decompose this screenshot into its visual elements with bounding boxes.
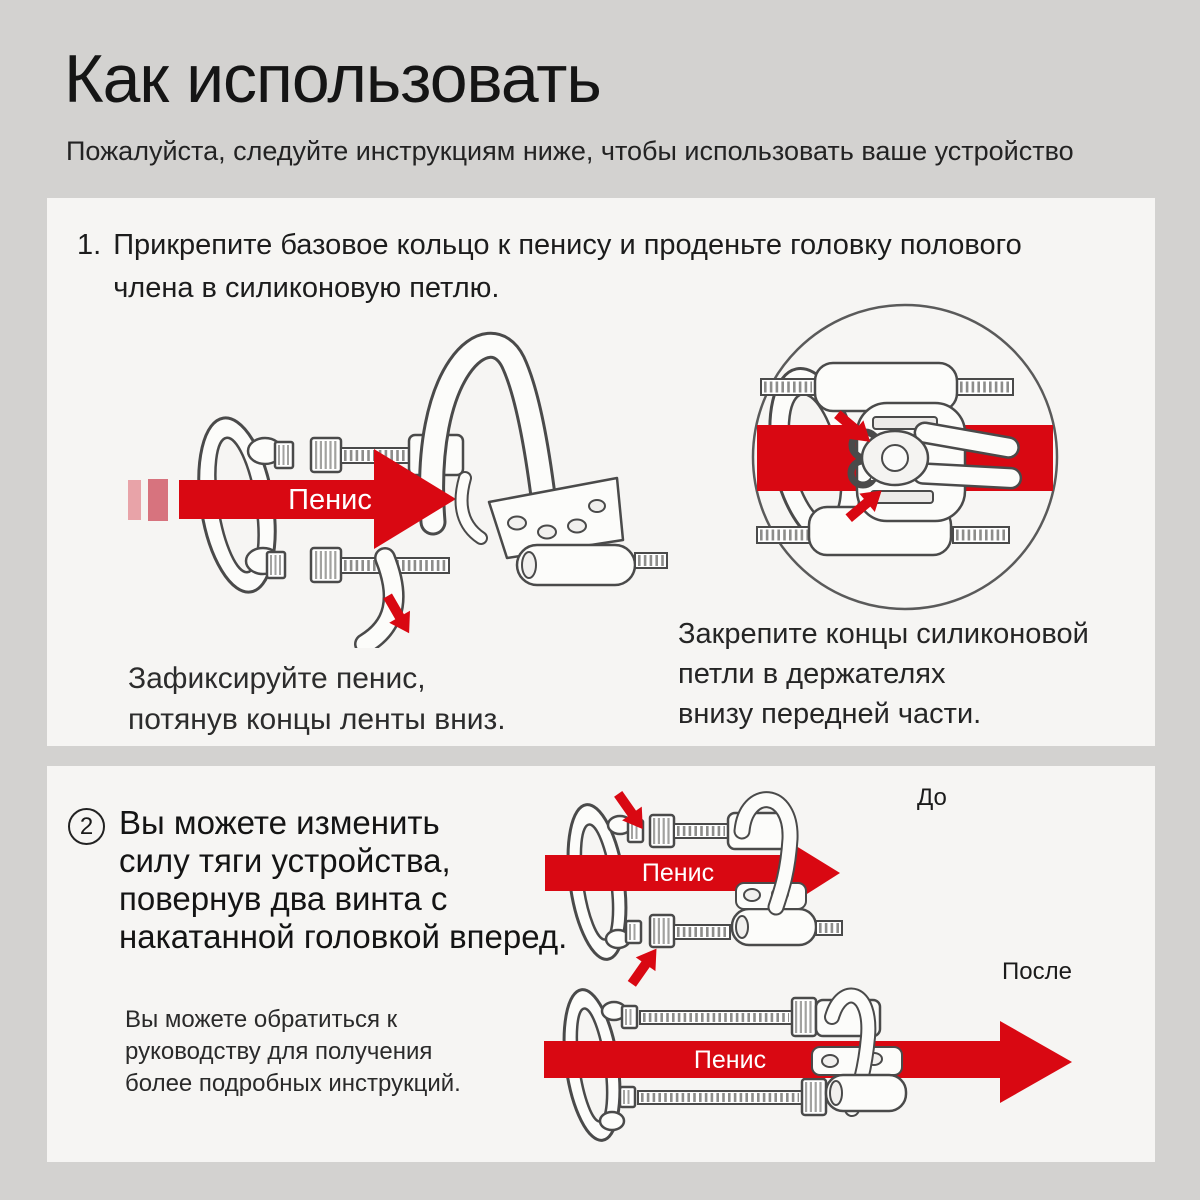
diagram-device-side-view bbox=[115, 308, 675, 648]
penis-arrow-label: Пенис bbox=[288, 484, 372, 516]
device-front-illustration bbox=[745, 295, 1065, 625]
caption-line: петли в держателях bbox=[678, 658, 946, 690]
step2-panel bbox=[47, 766, 1155, 1162]
step2-note bbox=[125, 1004, 461, 1100]
caption-line: внизу передней части. bbox=[678, 698, 982, 730]
instruction-line: силу тяги устройства, bbox=[119, 842, 451, 879]
page-title: Как использовать bbox=[64, 41, 601, 117]
loop-end-hook bbox=[462, 478, 481, 538]
device-side-illustration bbox=[115, 308, 675, 648]
instruction-line: Вы можете изменить bbox=[119, 804, 440, 841]
bottom-threaded-rod bbox=[267, 548, 449, 582]
page-subtitle: Пожалуйста, следуйте инструкциям ниже, чтобы использовать ваше устройство bbox=[66, 136, 1074, 166]
step2-instruction bbox=[68, 804, 567, 956]
diagram-device-front-view bbox=[745, 295, 1065, 625]
note-line: Вы можете обратиться к bbox=[125, 1006, 398, 1033]
instruction-line: накатанной головкой вперед. bbox=[119, 918, 568, 955]
bottom-roller bbox=[732, 909, 842, 945]
instruction-line: повернув два винта с bbox=[119, 880, 448, 917]
before-label: До bbox=[917, 784, 947, 811]
step1-right-caption bbox=[678, 614, 1089, 734]
bottom-roller bbox=[517, 545, 667, 585]
step2-number-badge: 2 bbox=[68, 808, 105, 845]
penis-arrow-label: Пенис bbox=[693, 1046, 767, 1074]
bottom-threaded-rod bbox=[620, 1079, 826, 1115]
diagram-before bbox=[540, 775, 920, 1005]
step2-instruction-text bbox=[119, 804, 567, 956]
bottom-roller bbox=[826, 1075, 906, 1111]
step1-panel bbox=[47, 198, 1155, 746]
device-before-illustration bbox=[540, 775, 920, 1005]
penis-arrow-label: Пенис bbox=[641, 859, 715, 887]
step1-left-caption bbox=[128, 658, 506, 740]
caption-line: Зафиксируйте пенис, bbox=[128, 662, 426, 695]
caption-line: Закрепите концы силиконовой bbox=[678, 618, 1089, 650]
device-after-illustration bbox=[540, 985, 1120, 1160]
top-threaded-rod bbox=[628, 813, 794, 849]
screw-arrow-bottom-icon bbox=[622, 942, 666, 991]
after-label: После bbox=[1002, 958, 1072, 985]
note-line: более подробных инструкций. bbox=[125, 1070, 461, 1097]
step1-instruction-text: Прикрепите базовое кольцо к пенису и проденьте головку полового члена в силиконовую петлю. bbox=[113, 229, 1022, 304]
caption-line: потянув концы ленты вниз. bbox=[128, 703, 506, 736]
note-line: руководству для получения bbox=[125, 1038, 433, 1065]
step1-number: 1. bbox=[77, 229, 102, 261]
diagram-after bbox=[540, 985, 1120, 1160]
bottom-threaded-rod bbox=[626, 915, 730, 947]
